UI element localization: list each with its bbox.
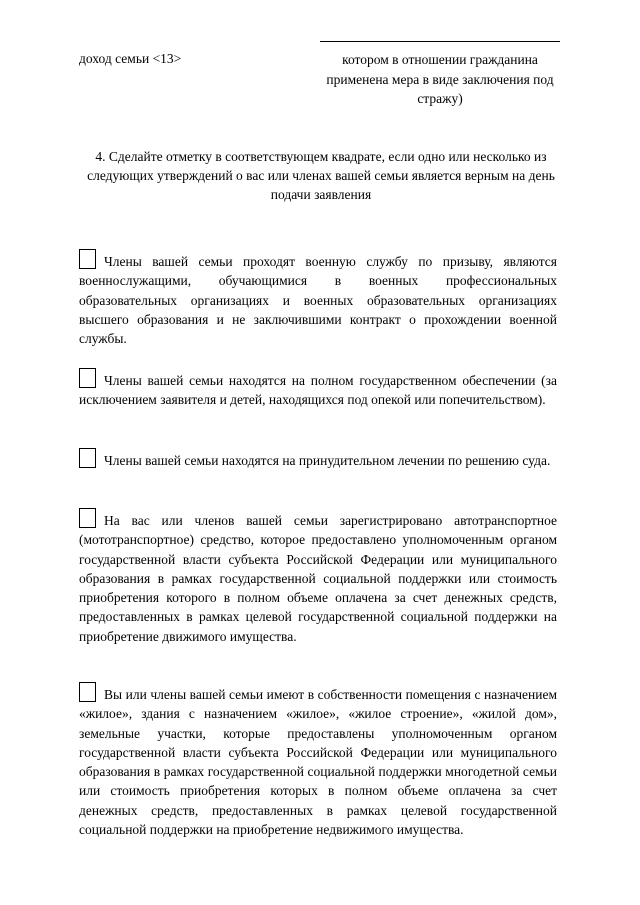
statement-checkbox[interactable] <box>79 448 96 468</box>
statement-text: Члены вашей семьи проходят военную службу по призыву, являются военнослужащими, обучающимися в военных профессиональных образовательных организациях и военных образовательных организациях высшего образования и не заключившими контракт о прохождении военной службы. <box>79 254 557 347</box>
statement-checkbox[interactable] <box>79 508 96 528</box>
statement-text: Вы или члены вашей семьи имеют в собственности помещения с назначением «жилое», здания с назначением «жилое», «жилое строение», «жилой дом», земельные участки, которые предоставлены уполномоченным органом государственной власти субъекта Российской Федерации или муниципального образования в рамках государственной социальной поддержки многодетной семьи или стоимость приобретения которых в полном объеме оплачена за счет денежных средств, предоставленных в рамках целевой государственной социальной поддержки на приобретение недвижимого имущества. <box>79 687 557 838</box>
statement-text: На вас или членов вашей семьи зарегистрировано автотранспортное (мототранспортное) средство, которое предоставлено уполномоченным органом государственной власти субъекта Российской Федерации или муниципального образования в рамках государственной социальной поддержки или стоимость приобретения которого в полном объеме оплачена за счет денежных средств, предоставленных в рамках целевой государственной социальной поддержки на приобретение движимого имущества. <box>79 513 557 644</box>
custody-note: котором в отношении гражданина применена мера в виде заключения под стражу) <box>326 52 554 106</box>
section-title: 4. Сделайте отметку в соответствующем квадрате, если одно или несколько из следующих утверждений о вас или членах вашей семьи является верным на день подачи заявления <box>87 149 555 202</box>
statement-checkbox[interactable] <box>79 682 96 702</box>
statement-text: Члены вашей семьи находятся на принудительном лечении по решению суда. <box>104 453 551 468</box>
statement-compulsory-treatment <box>79 448 557 470</box>
statement-text: Члены вашей семьи находятся на полном государственном обеспечении (за исключением заявителя и детей, находящихся под опекой или попечительством). <box>79 373 557 408</box>
statement-checkbox[interactable] <box>79 249 96 269</box>
top-divider-line <box>320 41 560 42</box>
statement-vehicle <box>79 508 557 646</box>
income-label: доход семьи <13> <box>79 51 182 66</box>
statement-state-support <box>79 368 557 410</box>
statement-military-service <box>79 249 557 348</box>
statement-real-estate <box>79 682 557 839</box>
statement-checkbox[interactable] <box>79 368 96 388</box>
